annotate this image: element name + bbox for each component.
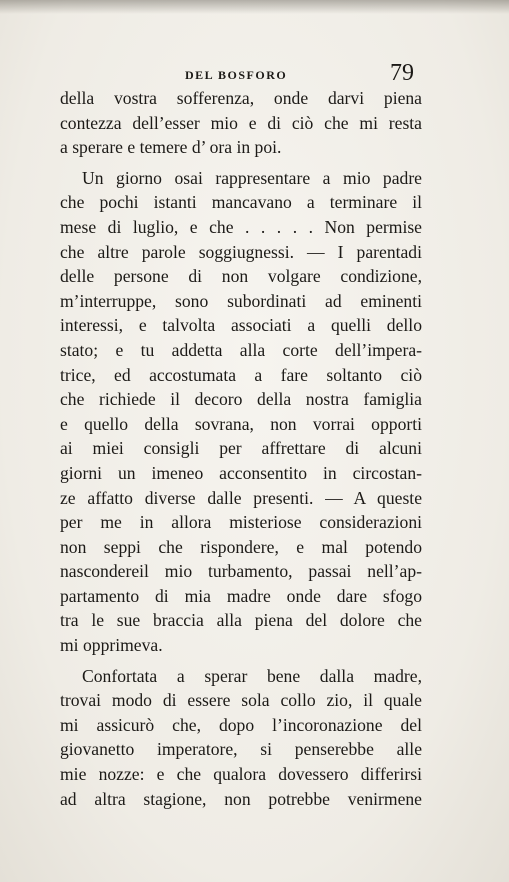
page-number: 79 — [390, 60, 414, 86]
text-line: che pochi istanti mancavano a terminare il — [60, 192, 422, 213]
text-line: per me in allora misteriose considerazioni — [60, 512, 422, 533]
text-line: giovanetto imperatore, si penserebbe alle — [60, 739, 422, 760]
text-line: delle persone di non volgare condizione, — [60, 266, 422, 287]
text-line: mie nozze: e che qualora dovessero differirsi — [60, 764, 422, 785]
page-top-shadow — [0, 0, 509, 14]
text-line: partamento di mia madre onde dare sfogo — [60, 585, 422, 606]
text-line: della vostra sofferenza, onde darvi piena — [60, 88, 422, 108]
body-text — [60, 86, 422, 811]
text-line: e quello della sovrana, non vorrai opporti — [60, 413, 422, 434]
text-line: Confortata a sperar bene dalla madre, — [82, 665, 422, 686]
text-line: mi opprimeva. — [60, 635, 163, 656]
text-line: stato; e tu addetta alla corte dell’impera- — [60, 339, 422, 360]
text-line: giorni un imeneo acconsentito in circostan- — [60, 462, 422, 483]
text-line: mese di luglio, e che . . . . . Non permise — [60, 216, 422, 237]
text-line: ze affatto diverse dalle presenti. — A queste — [60, 487, 422, 508]
text-line: ad altra stagione, non potrebbe venirmene — [60, 788, 422, 809]
text-line: mi assicurò che, dopo l’incoronazione del — [60, 714, 422, 735]
text-line: Un giorno osai rappresentare a mio padre — [82, 167, 422, 188]
text-line: a sperare e temere d’ ora in poi. — [60, 137, 282, 158]
running-head: DEL BOSFORO — [185, 68, 288, 82]
text-line: ai miei consigli per affrettare di alcuni — [60, 438, 422, 459]
text-line: interessi, e talvolta associati a quelli dello — [60, 315, 422, 336]
text-line: m’interruppe, sono subordinati ad eminenti — [60, 290, 422, 311]
text-line: nascondereil mio turbamento, passai nell’ap- — [60, 561, 422, 582]
text-line: che altre parole soggiugnessi. — I parentadi — [60, 241, 422, 262]
text-line: non seppi che rispondere, e mal potendo — [60, 536, 422, 557]
text-line: contezza dell’esser mio e di ciò che mi resta — [60, 112, 422, 133]
text-line: trice, ed accostumata a fare soltanto ciò — [60, 364, 422, 385]
text-line: tra le sue braccia alla piena del dolore che — [60, 610, 422, 631]
text-line: che richiede il decoro della nostra famiglia — [60, 389, 422, 410]
text-line: trovai modo di essere sola collo zio, il quale — [60, 690, 422, 711]
